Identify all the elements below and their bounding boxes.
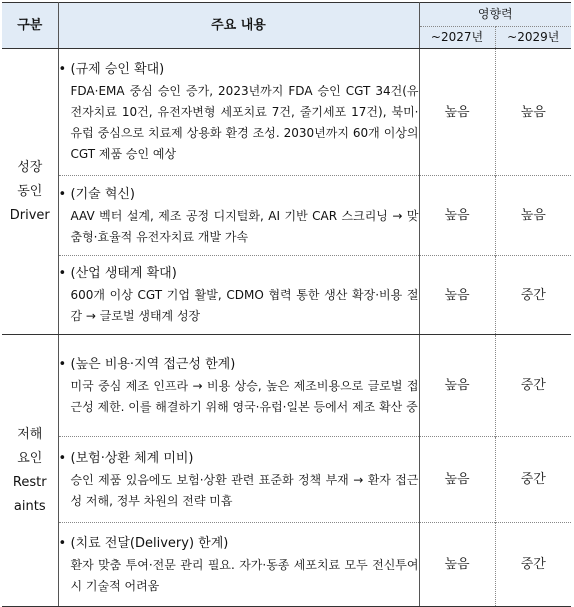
row-content bbox=[58, 335, 419, 437]
impact-table bbox=[2, 2, 571, 607]
header-impact: 영향력 bbox=[419, 3, 571, 27]
impact-2029: 중간 bbox=[495, 437, 571, 523]
header-2027: ~2027년 bbox=[419, 27, 495, 49]
table-row bbox=[2, 437, 571, 523]
header-2029: ~2029년 bbox=[495, 27, 571, 49]
row-content bbox=[58, 256, 419, 335]
group-label-line: Restr bbox=[12, 474, 47, 490]
group-label-line: 저해 bbox=[17, 426, 43, 442]
impact-2029: 중간 bbox=[495, 523, 571, 607]
row-title: (보험·상환 체계 미비) bbox=[70, 450, 194, 466]
bullet-icon: • bbox=[58, 266, 67, 281]
impact-2029: 중간 bbox=[495, 256, 571, 335]
row-title: (기술 혁신) bbox=[70, 186, 136, 202]
group-label-driver bbox=[2, 49, 58, 335]
row-content bbox=[58, 523, 419, 607]
bullet-icon: • bbox=[58, 356, 67, 372]
row-body: AAV 벡터 설계, 제조 공정 디지털화, AI 기반 CAR 스크리닝 → 맞춤형·효율적 유전자치료 개발 가속 bbox=[70, 208, 419, 244]
row-body: 승인 제품 있음에도 보험·상환 관련 표준화 정책 부재 → 환자 접근성 저해, 정부 차원의 전략 미흡 bbox=[70, 472, 419, 508]
row-body: FDA·EMA 중심 승인 증가, 2023년까지 FDA 승인 CGT 34건(유전자치료 10건, 유전자변형 세포치료 7건, 줄기세포 17건), 북미·유럽 중심으로 치료제 상용화 환경 조성. 2030년까지 60개 이상의 CGT 제품 승인 예상 bbox=[70, 84, 419, 161]
bullet-icon: • bbox=[58, 186, 67, 202]
row-title: (높은 비용·지역 접근성 한계) bbox=[70, 356, 236, 372]
impact-2027: 높음 bbox=[419, 49, 495, 176]
table-row bbox=[2, 49, 571, 176]
row-title: (규제 승인 확대) bbox=[70, 62, 165, 77]
row-title: (치료 전달(Delivery) 한계) bbox=[70, 535, 229, 551]
impact-2027: 높음 bbox=[419, 335, 495, 437]
row-content bbox=[58, 49, 419, 176]
row-content bbox=[58, 176, 419, 256]
bullet-icon: • bbox=[58, 535, 67, 551]
impact-2029: 높음 bbox=[520, 104, 546, 120]
group-label-line: 성장 bbox=[17, 159, 43, 175]
row-body: 미국 중심 제조 인프라 → 비용 상승, 높은 제조비용으로 글로벌 접근성 제한. 이를 해결하기 위해 영국·유럽·일본 등에서 제조 확산 중 bbox=[70, 378, 419, 414]
table-row bbox=[2, 256, 571, 335]
group-label-line: 동인 bbox=[17, 183, 43, 199]
group-label-line: Driver bbox=[9, 207, 50, 223]
row-content bbox=[58, 437, 419, 523]
header-content: 주요 내용 bbox=[58, 3, 419, 49]
impact-2027: 높음 bbox=[419, 176, 495, 256]
impact-2029: 중간 bbox=[520, 378, 546, 393]
impact-2027: 높음 bbox=[419, 437, 495, 523]
bullet-icon: • bbox=[58, 62, 67, 77]
table-row bbox=[2, 523, 571, 607]
group-label-line: aints bbox=[13, 498, 46, 514]
row-body: 600개 이상 CGT 기업 활발, CDMO 협력 통한 생산 확장·비용 절감 → 글로벌 생태계 성장 bbox=[70, 288, 419, 323]
row-title: (산업 생태계 확대) bbox=[70, 266, 177, 281]
impact-2029: 높음 bbox=[495, 176, 571, 256]
header-category: 구분 bbox=[2, 3, 58, 49]
bullet-icon: • bbox=[58, 450, 67, 466]
impact-2027: 높음 bbox=[419, 256, 495, 335]
group-label-restraints bbox=[2, 335, 58, 607]
table-row bbox=[2, 335, 571, 437]
group-label-line: 요인 bbox=[17, 450, 43, 466]
impact-2027: 높음 bbox=[419, 523, 495, 607]
row-body: 환자 맞춤 투여·전문 관리 필요. 자가·동종 세포치료 모두 전신투여 시 기술적 어려움 bbox=[70, 557, 419, 593]
table-row bbox=[2, 176, 571, 256]
